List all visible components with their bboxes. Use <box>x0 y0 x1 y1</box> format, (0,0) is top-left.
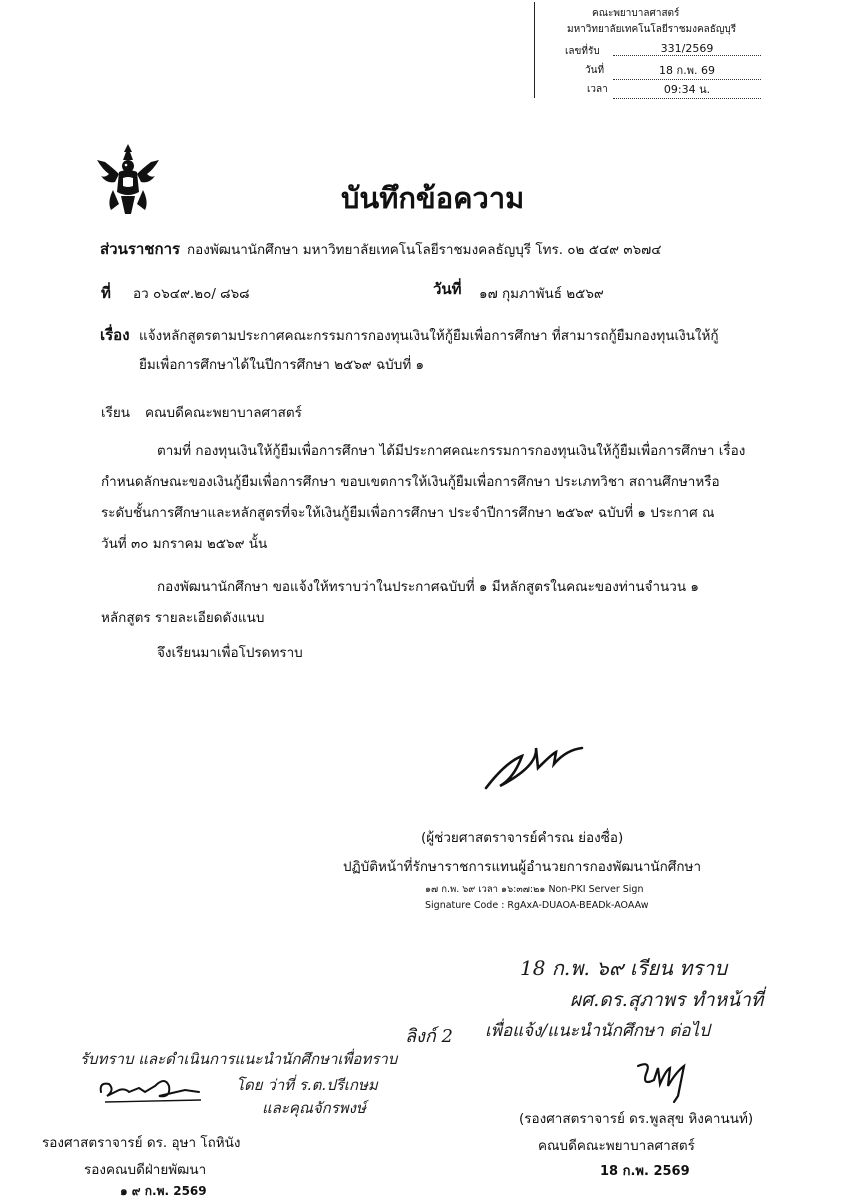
handwritten-left-3: และคุณจักรพงษ์ <box>262 1099 366 1117</box>
ref-label: ที่ <box>101 284 111 302</box>
dean-position: คณบดีคณะพยาบาลศาสตร์ <box>538 1138 695 1154</box>
para3: จึงเรียนมาเพื่อโปรดทราบ <box>157 645 303 661</box>
para2-line2: หลักสูตร รายละเอียดดังแนบ <box>101 610 265 626</box>
signer-name: (ผู้ช่วยศาสตราจารย์คำรณ ย่องซื่อ) <box>421 830 624 846</box>
handwritten-left-1: รับทราบ และดำเนินการแนะนำนักศึกษาเพื่อทราบ <box>80 1050 398 1068</box>
date-value: ๑๗ กุมภาพันธ์ ๒๕๖๙ <box>479 286 604 302</box>
deputy-signature <box>95 1068 205 1108</box>
agency-value: กองพัฒนานักศึกษา มหาวิทยาลัยเทคโนโลยีราชมงคลธัญบุรี โทร. ๐๒ ๕๔๙ ๓๖๗๔ <box>187 242 662 258</box>
date-label: วันที่ <box>433 280 462 298</box>
garuda-emblem-icon <box>95 140 161 218</box>
subject-line2: ยืมเพื่อการศึกษาได้ในปีการศึกษา ๒๕๖๙ ฉบับที่ ๑ <box>139 357 425 373</box>
dean-date: 18 ก.พ. 2569 <box>600 1164 690 1179</box>
deputy-dean-position: รองคณบดีฝ่ายพัฒนา <box>84 1162 207 1178</box>
para2-line1: กองพัฒนานักศึกษา ขอแจ้งให้ทราบว่าในประกาศฉบับที่ ๑ มีหลักสูตรในคณะของท่านจำนวน ๑ <box>157 579 699 595</box>
handwritten-left-2: โดย ว่าที่ ร.ต.ปรีเกษม <box>236 1076 378 1094</box>
signature-code: Signature Code : RgAxA-DUAOA-BEADk-AOAAw <box>425 900 649 911</box>
director-signature <box>478 738 588 796</box>
para1-line3: ระดับชั้นการศึกษาและหลักสูตรที่จะให้เงินกู้ยืมเพื่อการศึกษา ประจำปีการศึกษา ๒๕๖๙ ฉบับที่ ๑ ประกาศ ณ <box>101 505 715 521</box>
para1-line4: วันที่ ๓๐ มกราคม ๒๕๖๙ นั้น <box>101 536 268 552</box>
handwritten-note-3: เพื่อแจ้ง/แนะนำนักศึกษา ต่อไป <box>485 1021 710 1041</box>
handwritten-note-2: ผศ.ดร.สุภาพร ทำหน้าที่ <box>570 989 764 1011</box>
subject-line1: แจ้งหลักสูตรตามประกาศคณะกรรมการกองทุนเงินให้กู้ยืมเพื่อการศึกษา ที่สามารถกู้ยืมกองทุนเงินให้กู้ <box>139 328 719 344</box>
subject-label: เรื่อง <box>100 326 130 344</box>
ref-value: อว ๐๖๔๙.๒๐/ ๘๖๘ <box>133 286 250 302</box>
stamp-time-label: เวลา <box>587 84 608 95</box>
stamp-date-label: วันที่ <box>585 65 605 76</box>
handwritten-note-3-prefix: ลิงก์ 2 <box>405 1026 453 1047</box>
dean-signature <box>628 1056 708 1104</box>
deputy-dean-date: ๑ ๙ ก.พ. 2569 <box>120 1184 207 1198</box>
handwritten-note-1: 18 ก.พ. ๖๙ เรียน ทราบ <box>520 956 728 980</box>
agency-label: ส่วนราชการ <box>100 240 181 258</box>
stamp-time: 09:34 น. <box>613 80 761 99</box>
para1-line1: ตามที่ กองทุนเงินให้กู้ยืมเพื่อการศึกษา ได้มีประกาศคณะกรรมการกองทุนเงินให้กู้ยืมเพื่อการศึกษา เรื่อง <box>157 443 746 459</box>
stamp-org-line2: มหาวิทยาลัยเทคโนโลยีราชมงคลธัญบุรี <box>567 24 737 35</box>
dean-name: (รองศาสตราจารย์ ดร.พูลสุข หิงคานนท์) <box>519 1111 754 1127</box>
to-label: เรียน <box>101 405 131 421</box>
memo-title: บันทึกข้อความ <box>341 181 525 215</box>
stamp-receive-label: เลขที่รับ <box>565 46 600 57</box>
stamp-org-line1: คณะพยาบาลศาสตร์ <box>592 8 680 19</box>
stamp-date: 18 ก.พ. 69 <box>613 61 761 80</box>
to-value: คณบดีคณะพยาบาลศาสตร์ <box>145 405 302 421</box>
signer-position: ปฏิบัติหน้าที่รักษาราชการแทนผู้อำนวยการกองพัฒนานักศึกษา <box>343 859 702 875</box>
deputy-dean-name: รองศาสตราจารย์ ดร. อุษา โถหินัง <box>42 1135 241 1151</box>
para1-line2: กำหนดลักษณะของเงินกู้ยืมเพื่อการศึกษา ขอบเขตการให้เงินกู้ยืมเพื่อการศึกษา ประเภทวิชา สถานศึกษาหรือ <box>101 474 720 490</box>
receiving-stamp <box>534 2 835 98</box>
e-sign-line: ๑๗ ก.พ. ๖๙ เวลา ๑๖:๓๗:๒๑ Non-PKI Server Sign <box>425 884 644 895</box>
stamp-receive-no: 331/2569 <box>613 42 761 56</box>
